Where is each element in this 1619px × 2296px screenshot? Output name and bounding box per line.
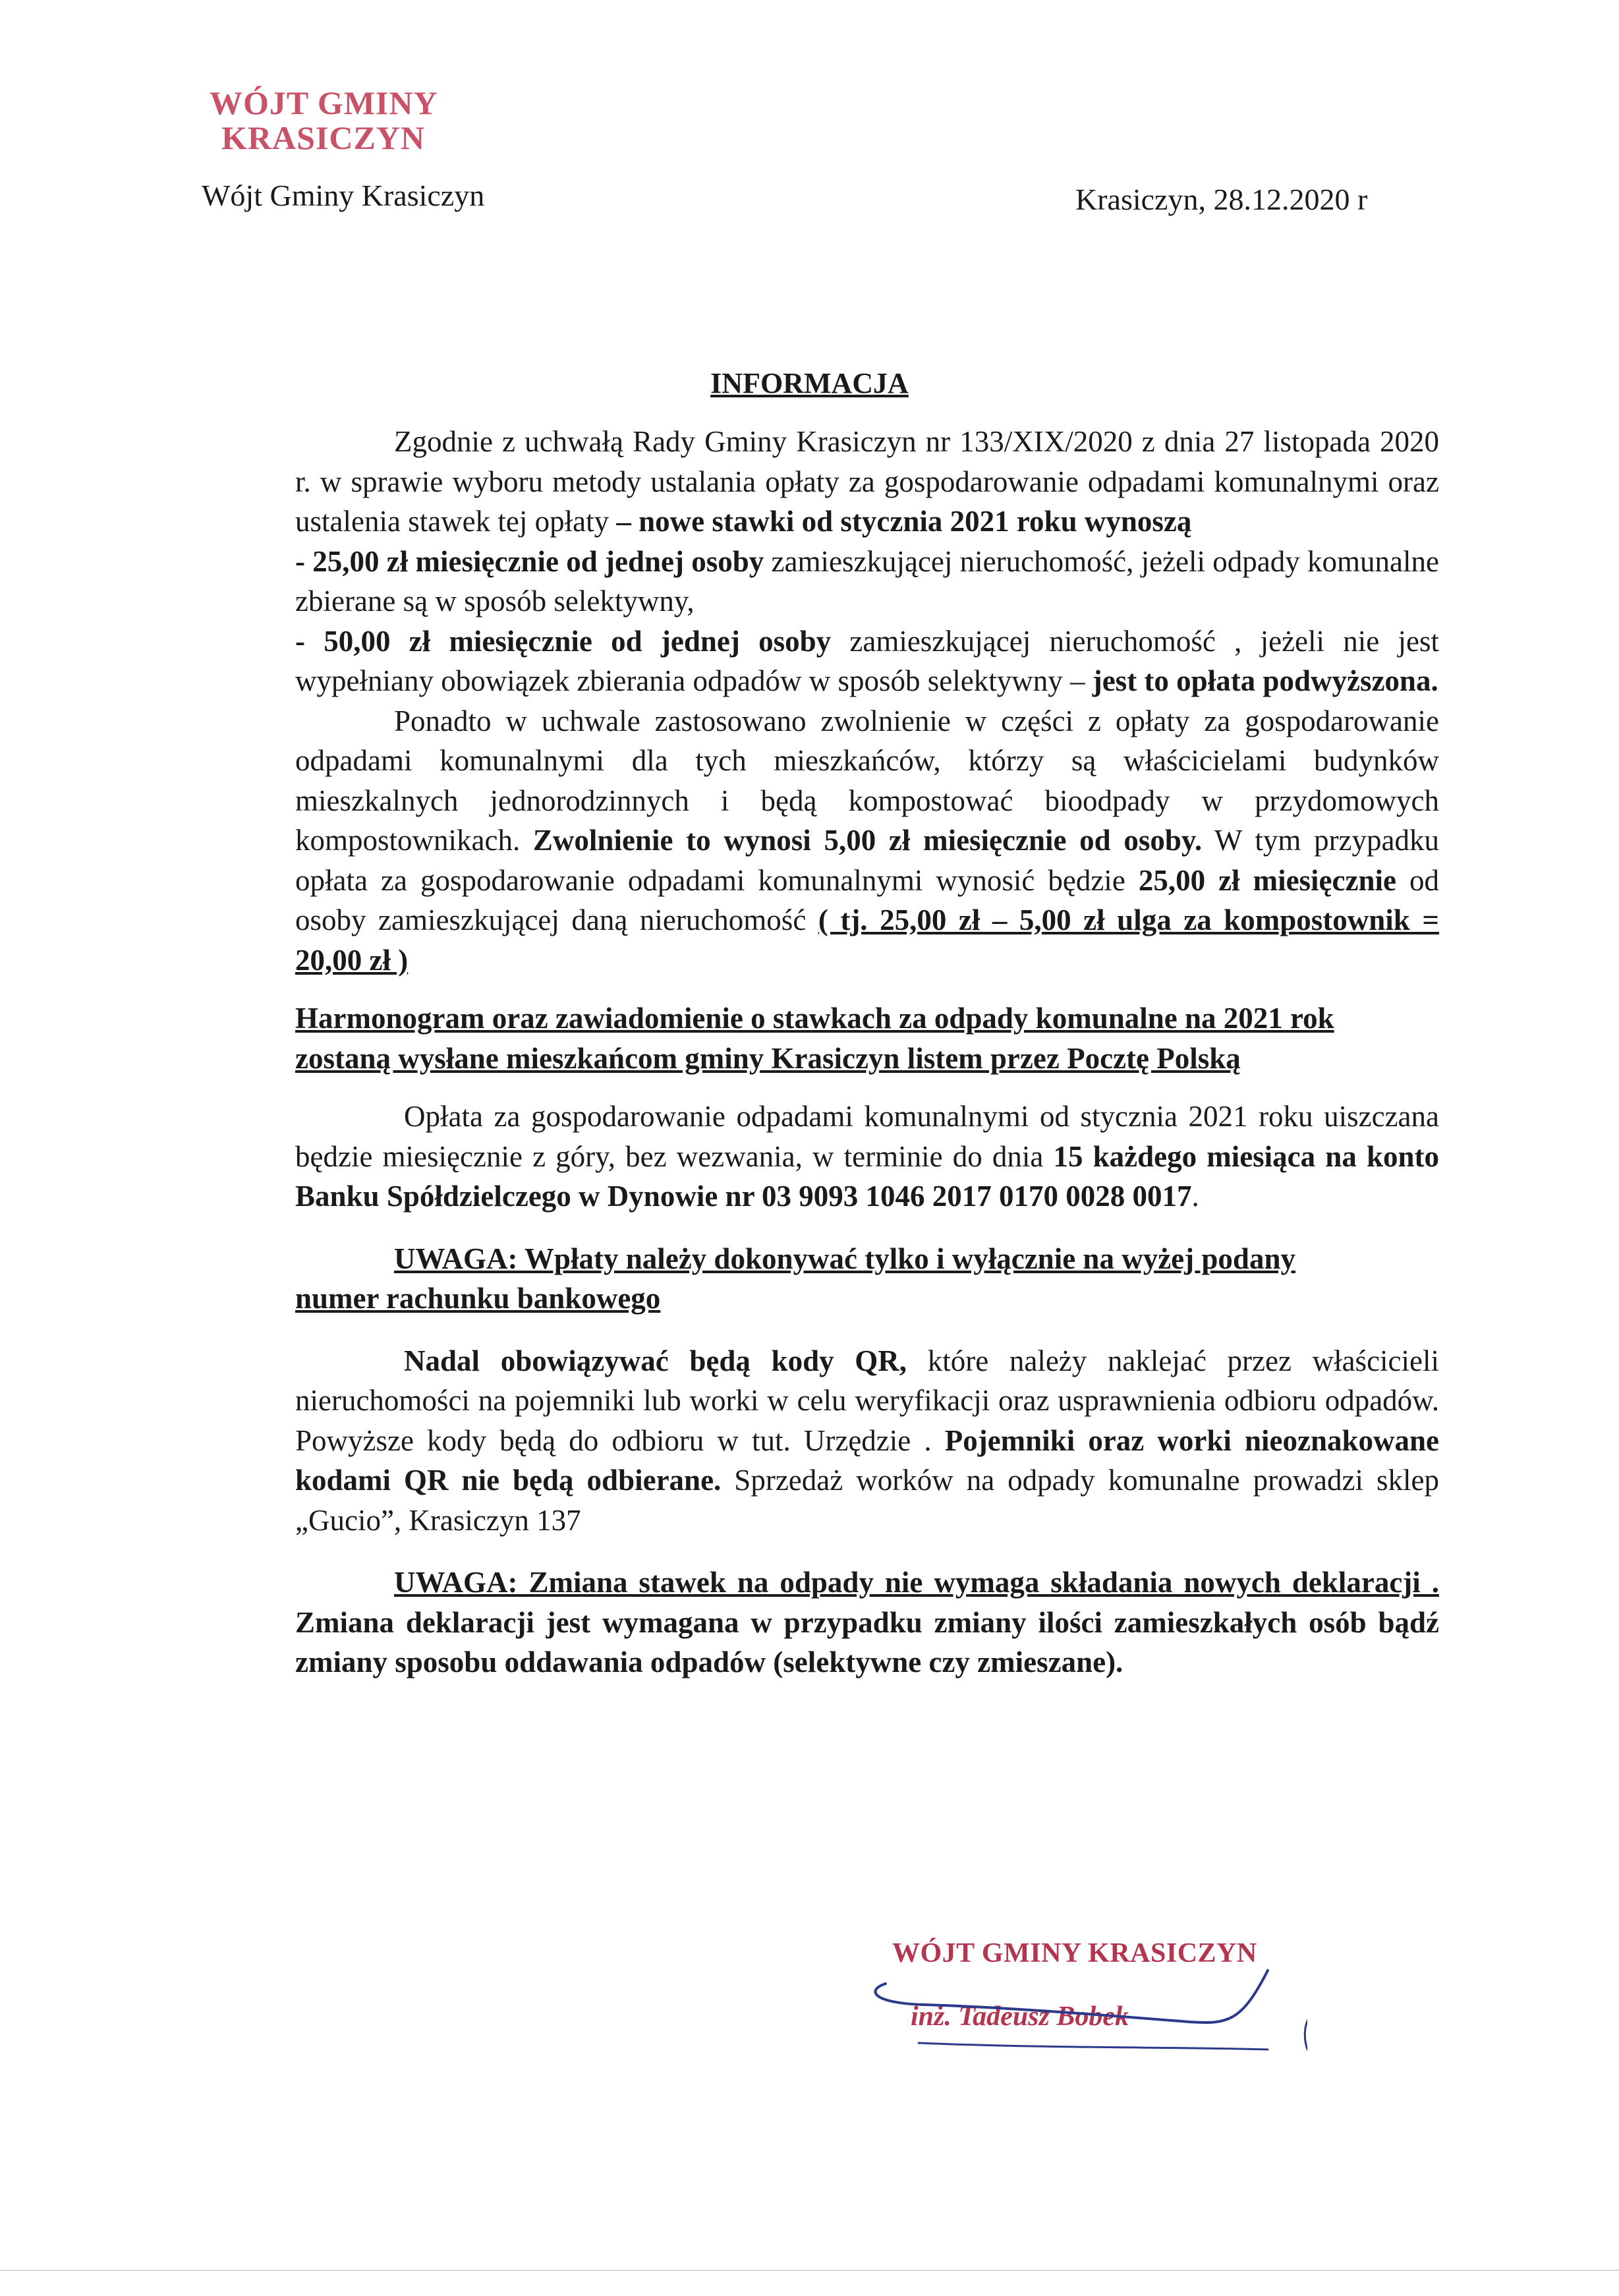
intro-paragraph [295,422,1439,542]
uwaga-payment [295,1239,1439,1319]
uwaga-declaration-text: Zmiana deklaracji jest wymagana w przypadku zmiany ilości zamieszkałych osób bądź zmiany sposobu oddawania odpadów (selektywne czy zmieszane). [295,1605,1439,1679]
payment-paragraph [295,1097,1439,1217]
qr-bold-1: Nadal obowiązywać będą kody QR, [404,1344,907,1377]
stamp-line-2: KRASICZYN [221,119,426,156]
qr-bold-2: Pojemniki oraz worki nieoznakowane kodami QR nie będą odbierane. [295,1423,1439,1497]
place-date: Krasiczyn, 28.12.2020 r [1075,183,1368,216]
rate-increased [295,621,1439,701]
payment-end: . [1191,1180,1199,1213]
stamp-line-1: WÓJT GMINY [210,84,438,121]
exemption-text-1: Ponadto w uchwale zastosowano zwolnienie w części z opłaty za gospodarowanie odpadami komunalnymi dla tych mieszkańców, którzy są właścicielami budynków mieszkalnych jednorodzinnych i będą kompostować bioodpady w przydomowych kompostownikach. [295,704,1439,857]
exemption-paragraph [295,701,1439,981]
qr-text-1: które należy naklejać przez właścicieli nieruchomości na pojemniki lub worki w celu weryfikacji oraz usprawnienia odbioru odpadów. Powyższe kody będą do odbioru w tut. Urzędzie . [295,1344,1439,1457]
author-line: Wójt Gminy Krasiczyn [202,179,485,212]
qr-text-2: Sprzedaż worków na odpady komunalne prowadzi sklep „Gucio”, Krasiczyn 137 [295,1464,1439,1537]
rate-selective-text: zamieszkującej nieruchomość, jeżeli odpady komunalne zbierane są w sposób selektywny, [295,544,1439,617]
uwaga-payment-line-2: numer rachunku bankowego [295,1282,661,1315]
exemption-bold-2: 25,00 zł miesięcznie [1138,863,1396,897]
rate-selective [295,542,1439,621]
signature-stamp [886,1937,1360,2069]
signature-stamp-line-2: inż. Tadeusz Bobek [911,2001,1129,2032]
office-stamp [210,86,438,155]
rate-selective-bold: - 25,00 zł miesięcznie od jednej osoby [295,544,764,578]
intro-bold: – nowe stawki od stycznia 2021 roku wynoszą [616,505,1192,538]
exemption-text-2: W tym przypadku opłata za gospodarowanie odpadami komunalnymi wynosić będzie [295,824,1439,897]
handwritten-signature [846,1944,1307,2076]
payment-account: 15 każdego miesiąca na konto Banku Spółdzielczego w Dynowie nr 03 9093 1046 2017 0170 0028 0017 [295,1139,1439,1213]
uwaga-declaration-underlined: UWAGA: Zmiana stawek na odpady nie wymaga składania nowych deklaracji . [394,1566,1439,1599]
harmonogram-line-1: Harmonogram oraz zawiadomienie o stawkach za odpady komunalne na 2021 rok [295,1002,1334,1035]
rate-increased-bold-2: jest to opłata podwyższona. [1092,664,1438,697]
harmonogram-notice [295,998,1439,1078]
signature-stamp-line-1: WÓJT GMINY KRASICZYN [892,1938,1257,1968]
document-title: INFORMACJA [710,367,909,399]
uwaga-declaration [295,1563,1439,1682]
rate-increased-bold: - 50,00 zł miesięcznie od jednej osoby [295,624,832,658]
rate-increased-text: zamieszkującej nieruchomość , jeżeli nie jest wypełniany obowiązek zbierania odpadów w sposób selektywny – [295,624,1439,697]
exemption-text-3: od osoby zamieszkującej daną nieruchomość [295,863,1440,936]
exemption-calculation: ( tj. 25,00 zł – 5,00 zł ulga za kompostownik = 20,00 zł ) [295,904,1439,977]
qr-paragraph [295,1341,1439,1541]
intro-text: Zgodnie z uchwałą Rady Gminy Krasiczyn nr 133/XIX/2020 z dnia 27 listopada 2020 r. w sprawie wyboru metody ustalania opłaty za gospodarowanie odpadami komunalnymi oraz ustalenia stawek tej opłaty [295,425,1439,538]
payment-text: Opłata za gospodarowanie odpadami komunalnymi od stycznia 2021 roku uiszczana będzie miesięcznie z góry, bez wezwania, w terminie do dnia [295,1100,1439,1173]
document-body [295,422,1439,1682]
exemption-bold-1: Zwolnienie to wynosi 5,00 zł miesięcznie od osoby. [532,824,1203,857]
page-bottom-rule [0,2270,1619,2271]
harmonogram-line-2: zostaną wysłane mieszkańcom gminy Krasiczyn listem przez Pocztę Polską [295,1041,1241,1075]
uwaga-payment-line-1: UWAGA: Wpłaty należy dokonywać tylko i wyłącznie na wyżej podany [394,1242,1295,1275]
